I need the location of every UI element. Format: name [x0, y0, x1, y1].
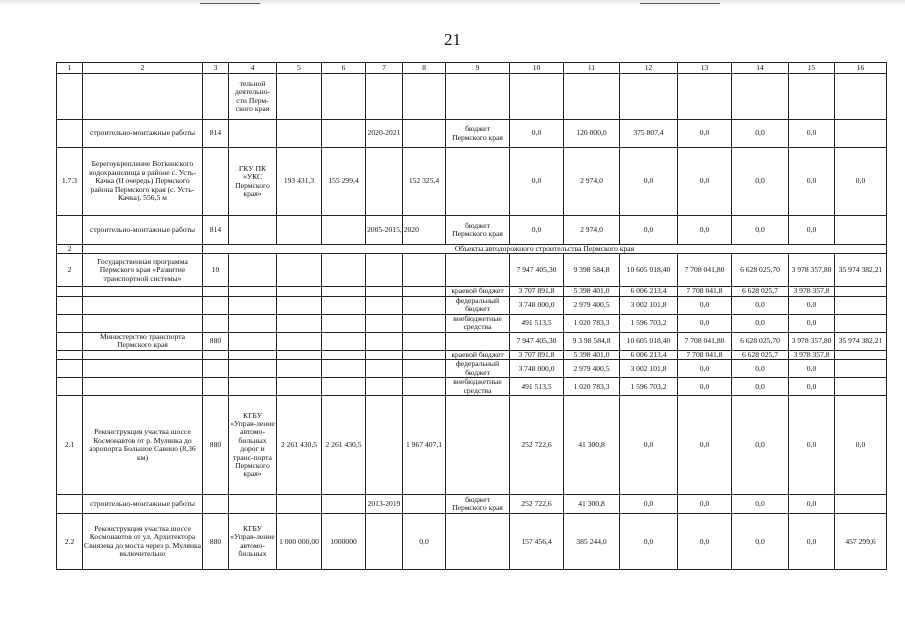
table-cell: 0,0 — [732, 360, 789, 378]
table-cell: 3 707 891,8 — [510, 350, 564, 359]
table-cell — [789, 74, 835, 120]
table-cell — [83, 360, 203, 378]
table-cell — [57, 378, 83, 396]
table-cell: Реконструкция участка шоссе Космонавтов от ул. Архитектора Свиязева до моста через р. Мулянка включительно — [83, 514, 203, 570]
table-cell — [446, 254, 510, 287]
table-cell — [322, 254, 366, 287]
table-cell: 10 — [203, 254, 229, 287]
column-number: 12 — [620, 63, 678, 74]
table-cell — [322, 350, 366, 359]
budget-table — [56, 62, 887, 570]
page-number: 21 — [444, 30, 461, 49]
table-cell — [229, 216, 277, 245]
table-cell: Государственная программа Пермского края «Развитие транспортной системы» — [83, 254, 203, 287]
table-cell: 0,0 — [510, 148, 564, 216]
table-cell: 6 006 213,4 — [620, 287, 678, 296]
table-cell — [57, 74, 83, 120]
table-cell — [203, 350, 229, 359]
table-cell: 10 605 018,40 — [620, 332, 678, 350]
table-cell — [446, 332, 510, 350]
table-cell: 0,0 — [835, 148, 887, 216]
table-cell: 0,0 — [620, 148, 678, 216]
table-cell — [322, 360, 366, 378]
table-row — [57, 74, 887, 120]
column-number: 11 — [564, 63, 620, 74]
table-cell: ГКУ ПК «УКС Пермского края» — [229, 148, 277, 216]
table-cell: 7 708 041,8 — [678, 287, 732, 296]
table-cell: 0,0 — [789, 378, 835, 396]
table-cell: 2020-2021 — [366, 120, 403, 148]
table-cell: 5 398 401,0 — [564, 287, 620, 296]
table-cell: 9 398 584,8 — [564, 254, 620, 287]
table-cell: 0,0 — [789, 148, 835, 216]
table-cell — [229, 495, 277, 514]
table-cell — [403, 314, 446, 332]
table-cell: 0,0 — [678, 514, 732, 570]
table-cell — [57, 332, 83, 350]
table-cell: 6 628 025,7 — [732, 287, 789, 296]
table-cell — [229, 287, 277, 296]
table-cell: 3 707 891,8 — [510, 287, 564, 296]
table-cell: 0,0 — [678, 378, 732, 396]
table-cell — [277, 296, 322, 314]
table-cell: 0,0 — [732, 378, 789, 396]
scan-shadow — [0, 0, 905, 6]
table-cell — [366, 514, 403, 570]
table-cell — [57, 350, 83, 359]
table-cell — [57, 216, 83, 245]
table-cell — [446, 396, 510, 495]
table-cell: 9 3 98 584,8 — [564, 332, 620, 350]
table-cell: 0,0 — [678, 120, 732, 148]
table-cell: 7 708 041,80 — [678, 332, 732, 350]
table-cell — [322, 296, 366, 314]
table-cell — [835, 216, 887, 245]
table-cell: 0,0 — [510, 216, 564, 245]
column-number: 16 — [835, 63, 887, 74]
column-number: 5 — [277, 63, 322, 74]
table-cell: 5 398 401,0 — [564, 350, 620, 359]
table-cell: 252 722,6 — [510, 495, 564, 514]
table-cell: 7 947 405,30 — [510, 332, 564, 350]
table-cell — [322, 378, 366, 396]
table-cell: 6 006 213,4 — [620, 350, 678, 359]
table-cell — [510, 74, 564, 120]
table-cell: тельной деятельно-сти Перм-ского края — [229, 74, 277, 120]
table-cell: 0,0 — [732, 314, 789, 332]
table-cell: 0,0 — [835, 396, 887, 495]
table-cell: 0,0 — [678, 396, 732, 495]
table-cell — [366, 254, 403, 287]
table-cell: Министерство транспорта Пермского края — [83, 332, 203, 350]
table-row — [57, 148, 887, 216]
table-cell: 0,0 — [678, 148, 732, 216]
table-cell — [446, 74, 510, 120]
table-cell — [277, 360, 322, 378]
table-cell — [229, 254, 277, 287]
table-cell — [835, 350, 887, 359]
table-cell — [366, 360, 403, 378]
table-cell: 7 708 041,8 — [678, 350, 732, 359]
table-row — [57, 378, 887, 396]
table-cell: строительно-монтажные работы — [83, 216, 203, 245]
table-row — [57, 296, 887, 314]
table-cell — [277, 74, 322, 120]
table-cell — [229, 350, 277, 359]
table-cell: 41 300,8 — [564, 495, 620, 514]
table-row — [57, 514, 887, 570]
table-cell: 157 456,4 — [510, 514, 564, 570]
table-cell — [835, 378, 887, 396]
table-cell: 3 978 357,80 — [789, 332, 835, 350]
table-cell — [322, 287, 366, 296]
table-cell — [322, 74, 366, 120]
table-cell: 491 513,5 — [510, 314, 564, 332]
table-cell: 2013-2019 — [366, 495, 403, 514]
table-cell: 0,0 — [789, 120, 835, 148]
column-number: 10 — [510, 63, 564, 74]
table-cell — [203, 74, 229, 120]
table-cell — [203, 296, 229, 314]
table-cell — [57, 287, 83, 296]
table-cell: 880 — [203, 332, 229, 350]
table-cell: 41 300,8 — [564, 396, 620, 495]
table-cell: краевой бюджет — [446, 350, 510, 359]
table-cell: 3 748 000,0 — [510, 296, 564, 314]
table-cell — [403, 296, 446, 314]
table-cell — [366, 287, 403, 296]
table-cell — [835, 74, 887, 120]
column-number: 13 — [678, 63, 732, 74]
table-cell — [403, 74, 446, 120]
table-cell: 880 — [203, 514, 229, 570]
table-cell: 193 431,3 — [277, 148, 322, 216]
table-cell: 0,0 — [789, 216, 835, 245]
column-number: 14 — [732, 63, 789, 74]
table-cell — [277, 350, 322, 359]
table-cell: 3 978 357,80 — [789, 254, 835, 287]
column-number: 15 — [789, 63, 835, 74]
table-cell: 1 020 783,3 — [564, 378, 620, 396]
table-cell: 0,0 — [678, 296, 732, 314]
table-cell: 1 020 783,3 — [564, 314, 620, 332]
table-body — [57, 63, 887, 570]
table-cell — [403, 120, 446, 148]
table-cell: 385 244,0 — [564, 514, 620, 570]
table-cell — [57, 120, 83, 148]
budget-table-sheet — [56, 62, 886, 570]
table-cell: 0,0 — [403, 514, 446, 570]
table-cell — [83, 350, 203, 359]
scan-mark-top — [200, 3, 260, 4]
table-cell: 0,0 — [789, 514, 835, 570]
table-cell: 1 596 703,2 — [620, 378, 678, 396]
table-cell — [322, 332, 366, 350]
table-cell — [229, 296, 277, 314]
table-cell — [403, 495, 446, 514]
table-cell — [203, 287, 229, 296]
table-cell: 2 — [57, 254, 83, 287]
table-cell — [277, 378, 322, 396]
column-number: 9 — [446, 63, 510, 74]
table-cell: 0,0 — [732, 396, 789, 495]
table-cell — [277, 254, 322, 287]
table-cell: 0,0 — [789, 495, 835, 514]
table-cell — [403, 332, 446, 350]
table-row — [57, 360, 887, 378]
table-cell: 7 708 041,80 — [678, 254, 732, 287]
table-cell: 0,0 — [732, 495, 789, 514]
table-cell: 6 628 025,70 — [732, 332, 789, 350]
table-cell: федеральный бюджет — [446, 360, 510, 378]
table-cell — [322, 216, 366, 245]
table-cell: 0,0 — [732, 148, 789, 216]
table-cell: 2 261 430,5 — [322, 396, 366, 495]
table-cell: 1 000 000,00 — [277, 514, 322, 570]
column-number: 1 — [57, 63, 83, 74]
table-cell: строительно-монтажные работы — [83, 495, 203, 514]
table-cell: 0,0 — [789, 296, 835, 314]
table-cell: Реконструкция участка шоссе Космонавтов от р. Мулянка до аэропорта Большое Савино (8,36 км) — [83, 396, 203, 495]
table-cell — [322, 495, 366, 514]
table-cell — [203, 495, 229, 514]
table-cell: 491 513,5 — [510, 378, 564, 396]
table-cell: 2 979 400,5 — [564, 296, 620, 314]
table-cell — [57, 495, 83, 514]
table-cell — [403, 287, 446, 296]
table-cell — [203, 378, 229, 396]
table-cell — [203, 148, 229, 216]
table-cell: 3 002 101,8 — [620, 360, 678, 378]
table-cell — [277, 216, 322, 245]
table-cell: федеральный бюджет — [446, 296, 510, 314]
table-cell — [229, 120, 277, 148]
table-cell — [203, 314, 229, 332]
table-cell: 1000000 — [322, 514, 366, 570]
table-row — [57, 287, 887, 296]
table-cell — [366, 396, 403, 495]
table-cell: 375 807,4 — [620, 120, 678, 148]
table-row — [57, 495, 887, 514]
table-row — [57, 350, 887, 359]
table-cell: 0,0 — [678, 360, 732, 378]
column-number: 2 — [83, 63, 203, 74]
table-cell: 152 325,4 — [403, 148, 446, 216]
table-cell: 0,0 — [789, 396, 835, 495]
table-cell: 0,0 — [620, 216, 678, 245]
table-cell: 35 974 382,21 — [835, 254, 887, 287]
table-cell: 3 002 101,8 — [620, 296, 678, 314]
table-cell: 35 974 382,21 — [835, 332, 887, 350]
table-cell — [203, 360, 229, 378]
table-cell: 7 947 405,30 — [510, 254, 564, 287]
table-cell: 0,0 — [678, 314, 732, 332]
table-cell — [403, 350, 446, 359]
table-cell — [366, 350, 403, 359]
table-cell: Объекты автодорожного строительства Пермского края — [203, 245, 887, 254]
table-cell — [229, 314, 277, 332]
table-cell: 2.2 — [57, 514, 83, 570]
column-number: 4 — [229, 63, 277, 74]
table-cell: Берегоукрепление Воткинского водохранилища в районе с. Усть-Качка (II очередь) Пермского района Пермского края (с. Усть-Качка), 556,5 м — [83, 148, 203, 216]
table-cell: 457 299,6 — [835, 514, 887, 570]
table-cell: 0,0 — [620, 514, 678, 570]
table-cell: 2 979 400,5 — [564, 360, 620, 378]
column-number: 6 — [322, 63, 366, 74]
table-cell: 1.7.3 — [57, 148, 83, 216]
table-cell — [57, 314, 83, 332]
table-cell: внебюджетные средства — [446, 378, 510, 396]
table-cell: 3 978 357,8 — [789, 350, 835, 359]
table-cell — [83, 74, 203, 120]
table-cell: 2005-2015, 2020 — [366, 216, 403, 245]
table-cell: 0,0 — [732, 216, 789, 245]
table-cell: 880 — [203, 396, 229, 495]
table-cell: 10 605 018,40 — [620, 254, 678, 287]
scan-mark-top — [640, 3, 720, 4]
table-cell — [277, 120, 322, 148]
table-cell — [57, 360, 83, 378]
table-cell — [366, 74, 403, 120]
table-cell: бюджет Пермского края — [446, 495, 510, 514]
table-cell — [564, 74, 620, 120]
table-cell: строительно-монтажные работы — [83, 120, 203, 148]
table-cell — [835, 296, 887, 314]
table-cell: краевой бюджет — [446, 287, 510, 296]
table-cell: 814 — [203, 216, 229, 245]
table-cell: 0,0 — [620, 495, 678, 514]
table-cell — [366, 378, 403, 396]
table-cell: 6 628 025,7 — [732, 350, 789, 359]
table-cell — [322, 314, 366, 332]
table-cell: 0,0 — [678, 216, 732, 245]
table-cell: 0,0 — [620, 396, 678, 495]
table-cell — [366, 296, 403, 314]
table-cell: 2 974,0 — [564, 148, 620, 216]
table-cell — [366, 332, 403, 350]
table-cell — [403, 360, 446, 378]
table-cell — [835, 495, 887, 514]
table-cell: 0,0 — [732, 514, 789, 570]
table-cell: 155 299,4 — [322, 148, 366, 216]
table-cell — [403, 378, 446, 396]
table-cell: 814 — [203, 120, 229, 148]
table-row — [57, 120, 887, 148]
table-row — [57, 396, 887, 495]
table-cell — [83, 287, 203, 296]
table-cell: внебюджетные средства — [446, 314, 510, 332]
table-row — [57, 216, 887, 245]
table-cell — [277, 495, 322, 514]
column-number: 3 — [203, 63, 229, 74]
table-cell: 0,0 — [678, 495, 732, 514]
table-cell: 120 000,0 — [564, 120, 620, 148]
table-cell — [229, 378, 277, 396]
table-row — [57, 314, 887, 332]
table-cell — [403, 254, 446, 287]
table-cell — [835, 360, 887, 378]
table-cell: 0,0 — [789, 360, 835, 378]
table-cell — [57, 296, 83, 314]
table-cell — [322, 120, 366, 148]
table-cell: бюджет Пермского края — [446, 120, 510, 148]
table-cell — [83, 378, 203, 396]
table-cell — [229, 360, 277, 378]
table-cell — [835, 120, 887, 148]
table-cell — [229, 332, 277, 350]
table-cell — [277, 332, 322, 350]
table-cell — [366, 148, 403, 216]
table-row — [57, 332, 887, 350]
table-cell — [732, 74, 789, 120]
table-cell: 252 722,6 — [510, 396, 564, 495]
table-cell — [366, 314, 403, 332]
table-cell — [83, 314, 203, 332]
table-cell: 1 596 703,2 — [620, 314, 678, 332]
table-cell — [835, 287, 887, 296]
table-cell: 3 978 357,8 — [789, 287, 835, 296]
table-cell: бюджет Пермского края — [446, 216, 510, 245]
table-cell: 0,0 — [510, 120, 564, 148]
table-cell: 2 974,0 — [564, 216, 620, 245]
column-number: 7 — [366, 63, 403, 74]
table-cell: 2.1 — [57, 396, 83, 495]
table-cell: 6 628 025,70 — [732, 254, 789, 287]
table-cell: 2 261 430,5 — [277, 396, 322, 495]
table-cell — [277, 314, 322, 332]
column-number: 8 — [403, 63, 446, 74]
table-cell — [277, 287, 322, 296]
table-cell — [83, 296, 203, 314]
table-cell — [446, 148, 510, 216]
section-row — [57, 245, 887, 254]
table-cell — [83, 245, 203, 254]
table-cell — [835, 314, 887, 332]
table-cell — [678, 74, 732, 120]
table-cell: 0,0 — [732, 296, 789, 314]
table-cell: 0,0 — [732, 120, 789, 148]
table-cell — [620, 74, 678, 120]
table-row — [57, 254, 887, 287]
table-cell: 0,0 — [789, 314, 835, 332]
table-cell: 2 — [57, 245, 83, 254]
table-cell: 3 748 000,0 — [510, 360, 564, 378]
table-cell: КГБУ «Управ-ление автомо-бильных — [229, 514, 277, 570]
column-number-row — [57, 63, 887, 74]
table-cell: КГБУ «Управ-ление автомо-бильных дорог и транс-порта Пермского края» — [229, 396, 277, 495]
table-cell — [446, 514, 510, 570]
table-cell: 1 967 407,1 — [403, 396, 446, 495]
